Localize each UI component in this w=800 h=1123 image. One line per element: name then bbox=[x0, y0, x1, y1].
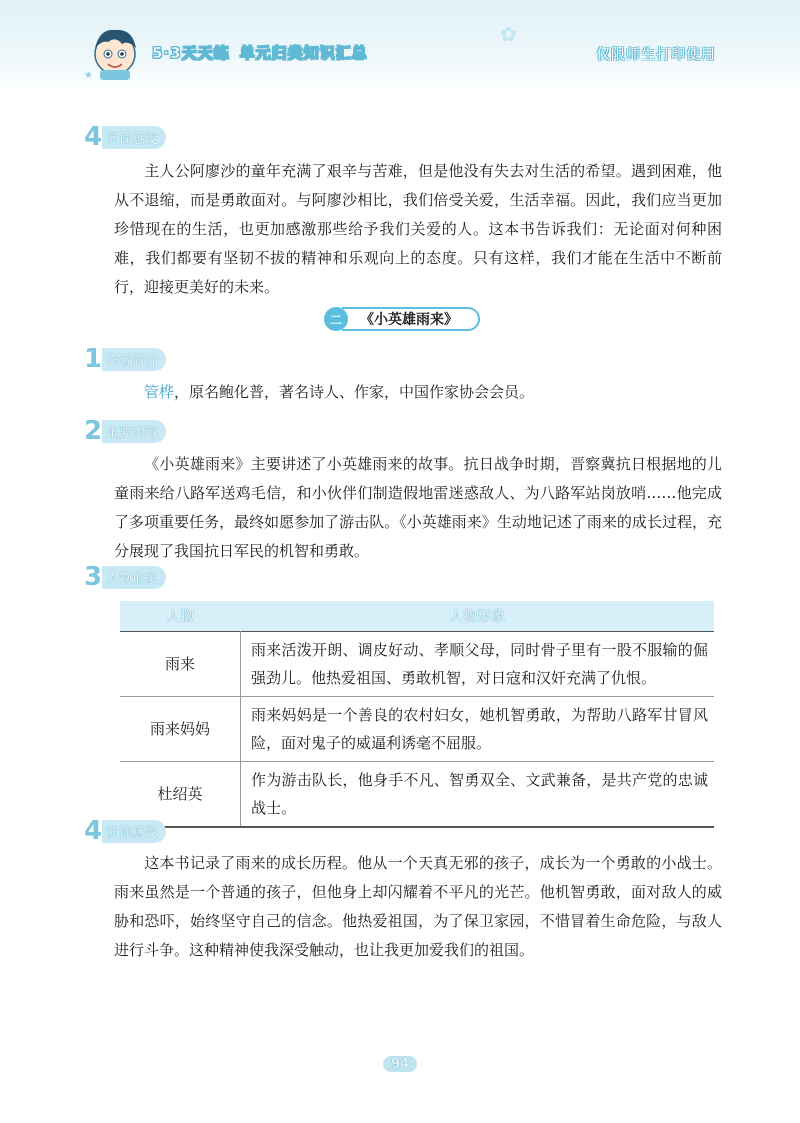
page-header bbox=[0, 0, 800, 95]
reading-feeling-paragraph-1 bbox=[114, 157, 722, 302]
character-name: 雨来 bbox=[120, 632, 241, 697]
section-number: 2 bbox=[84, 416, 103, 446]
reading-feeling-paragraph-2 bbox=[114, 849, 722, 965]
section-heading-characters bbox=[84, 564, 166, 590]
column-header-character: 人物 bbox=[120, 601, 241, 632]
paragraph-text: 主人公阿廖沙的童年充满了艰辛与苦难，但是他没有失去对生活的希望。遇到困难，他从不退缩，而是勇敢面对。与阿廖沙相比，我们倍受关爱，生活幸福。因此，我们应当更加珍惜现在的生活，也更加感激那些给予我们关爱的人。这本书告诉我们：无论面对何种困难，我们都要有坚韧不拔的精神和乐观向上的态度。只有这样，我们才能在生活中不断前行，迎接更美好的未来。 bbox=[114, 162, 722, 296]
book-title: 《小英雄雨来》 bbox=[342, 307, 480, 331]
section-title: 主要内容 bbox=[102, 420, 166, 443]
star-icon: ★ bbox=[84, 70, 93, 81]
section-number: 4 bbox=[84, 816, 103, 846]
author-name: 管桦 bbox=[144, 383, 175, 401]
summary-paragraph bbox=[114, 450, 722, 566]
character-table bbox=[120, 601, 714, 828]
brand-name: 5·3天天练 bbox=[152, 44, 230, 62]
section-heading-author bbox=[84, 346, 166, 372]
paragraph-text: 《小英雄雨来》主要讲述了小英雄雨来的故事。抗日战争时期，晋察冀抗日根据地的儿童雨来给八路军送鸡毛信，和小伙伴们制造假地雷迷惑敌人、为八路军站岗放哨……他完成了多项重要任务，最终如愿参加了游击队。《小英雄雨来》生动地记述了雨来的成长过程，充分展现了我国抗日军民的机智和勇敢。 bbox=[114, 455, 722, 560]
book-number-badge: 二 bbox=[324, 307, 348, 331]
section-number: 1 bbox=[84, 344, 103, 374]
author-text: ，原名鲍化普，著名诗人、作家，中国作家协会会员。 bbox=[174, 383, 535, 401]
page-number-text: 94 bbox=[383, 1056, 417, 1072]
flower-icon: ✿ bbox=[500, 22, 517, 46]
series-brand bbox=[152, 42, 368, 63]
section-number: 3 bbox=[84, 562, 103, 592]
section-title: 人物形象 bbox=[102, 566, 166, 589]
book-title-banner bbox=[324, 305, 480, 333]
paragraph-text: 这本书记录了雨来的成长历程。他从一个天真无邪的孩子，成长为一个勇敢的小战士。雨来虽然是一个普通的孩子，但他身上却闪耀着不平凡的光芒。他机智勇敢，面对敌人的威胁和恐吓，始终坚守自己的信念。他热爱祖国，为了保卫家园，不惜冒着生命危险，与敌人进行斗争。这种精神使我深受触动，也让我更加爱我们的祖国。 bbox=[114, 854, 722, 959]
author-paragraph bbox=[114, 378, 722, 407]
brand-subtitle: 单元归类知识汇总 bbox=[239, 44, 368, 62]
character-description: 雨来活泼开朗、调皮好动、孝顺父母，同时骨子里有一股不服输的倔强劲儿。他热爱祖国、勇敢机智，对日寇和汉奸充满了仇恨。 bbox=[241, 632, 715, 697]
table-row bbox=[120, 697, 714, 762]
table-row bbox=[120, 632, 714, 697]
section-title: 阅读感受 bbox=[102, 126, 166, 149]
usage-notice: 仅限师生打印使用 bbox=[596, 47, 716, 63]
character-name: 杜绍英 bbox=[120, 762, 241, 828]
character-description: 雨来妈妈是一个善良的农村妇女，她机智勇敢，为帮助八路军甘冒风险，面对鬼子的威逼利诱毫不屈服。 bbox=[241, 697, 715, 762]
table-row bbox=[120, 762, 714, 828]
column-header-image: 人物形象 bbox=[241, 601, 715, 632]
page-number bbox=[0, 1056, 800, 1072]
section-title: 作者简介 bbox=[102, 348, 166, 371]
section-heading-reading-1 bbox=[84, 124, 166, 150]
section-heading-summary bbox=[84, 418, 166, 444]
section-number: 4 bbox=[84, 122, 103, 152]
section-heading-reading-2 bbox=[84, 818, 166, 844]
section-title: 阅读感受 bbox=[102, 820, 166, 843]
character-name: 雨来妈妈 bbox=[120, 697, 241, 762]
table-header-row bbox=[120, 601, 714, 632]
character-description: 作为游击队长，他身手不凡、智勇双全、文武兼备，是共产党的忠诚战士。 bbox=[241, 762, 715, 828]
